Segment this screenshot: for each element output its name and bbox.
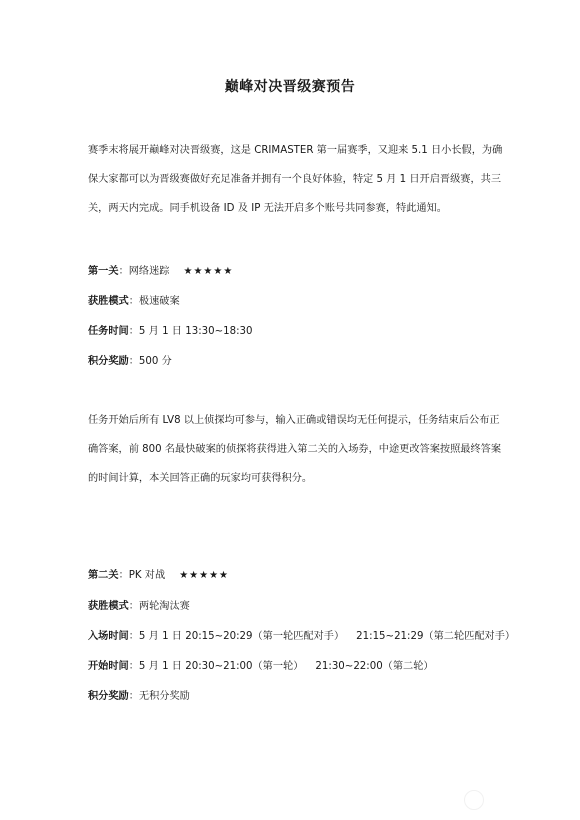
stage1-mode-value: ：极速破案 <box>128 296 180 307</box>
stage1-time-label: 任务时间 <box>88 326 129 337</box>
stage1-heading <box>88 262 233 277</box>
stage2-name: ：PK 对战 <box>118 570 166 581</box>
stage2-heading <box>88 566 229 581</box>
stage2-reward-label: 积分奖励 <box>88 691 129 702</box>
stage1-reward-value: ：500 分 <box>128 356 172 367</box>
stage2-entry-round2: 21:15~21:29（第二轮匹配对手） <box>356 631 516 642</box>
stage2-entry-label: 入场时间 <box>88 631 129 642</box>
stage1-stars: ★★★★★ <box>183 266 234 277</box>
page-title: 巅峰对决晋级赛预告 <box>224 79 356 95</box>
stage1-time-value: ：5 月 1 日 13:30~18:30 <box>128 326 253 337</box>
stage2-label: 第二关 <box>88 570 119 581</box>
stage2-start-round1: ：5 月 1 日 20:30~21:00（第一轮） <box>128 661 304 672</box>
intro-paragraph: 赛季末将展开巅峰对决晋级赛，这是 CRIMASTER 第一届赛季，又迎来 5.1 日小长假，为确保大家都可以为晋级赛做好充足准备并拥有一个良好体验，特定 5 月 1 日开启晋级赛，共三关，两天内完成。同手机设备 ID 及 IP 无法开启多个账号共同参赛，特此通知。 <box>88 145 503 214</box>
stage1-mode-label: 获胜模式 <box>88 296 129 307</box>
stage1-mode <box>88 292 180 307</box>
stage2-start-label: 开始时间 <box>88 661 129 672</box>
stage2-reward-value: ：无积分奖励 <box>128 691 190 702</box>
stage2-start-round2: 21:30~22:00（第二轮） <box>315 661 434 672</box>
stage2-mode-label: 获胜模式 <box>88 601 129 612</box>
stage1-label: 第一关 <box>88 266 119 277</box>
stage1-time <box>88 322 252 337</box>
watermark-icon <box>464 790 484 810</box>
stage2-stars: ★★★★★ <box>179 570 230 581</box>
stage1-name: ：网络迷踪 <box>118 266 170 277</box>
stage1-description: 任务开始后所有 LV8 以上侦探均可参与，输入正确或错误均无任何提示，任务结束后公布正确答案，前 800 名最快破案的侦探将获得进入第二关的入场券，中途更改答案按照最终答案的时间计算，本关回答正确的玩家均可获得积分。 <box>88 415 502 484</box>
stage2-mode <box>88 597 190 612</box>
stage2-entry <box>88 627 515 642</box>
stage2-mode-value: ：两轮淘汰赛 <box>128 601 190 612</box>
stage2-start <box>88 657 434 672</box>
stage2-entry-round1: ：5 月 1 日 20:15~20:29（第一轮匹配对手） <box>128 631 345 642</box>
stage1-reward <box>88 352 172 367</box>
stage2-reward <box>88 687 190 702</box>
stage1-reward-label: 积分奖励 <box>88 356 129 367</box>
